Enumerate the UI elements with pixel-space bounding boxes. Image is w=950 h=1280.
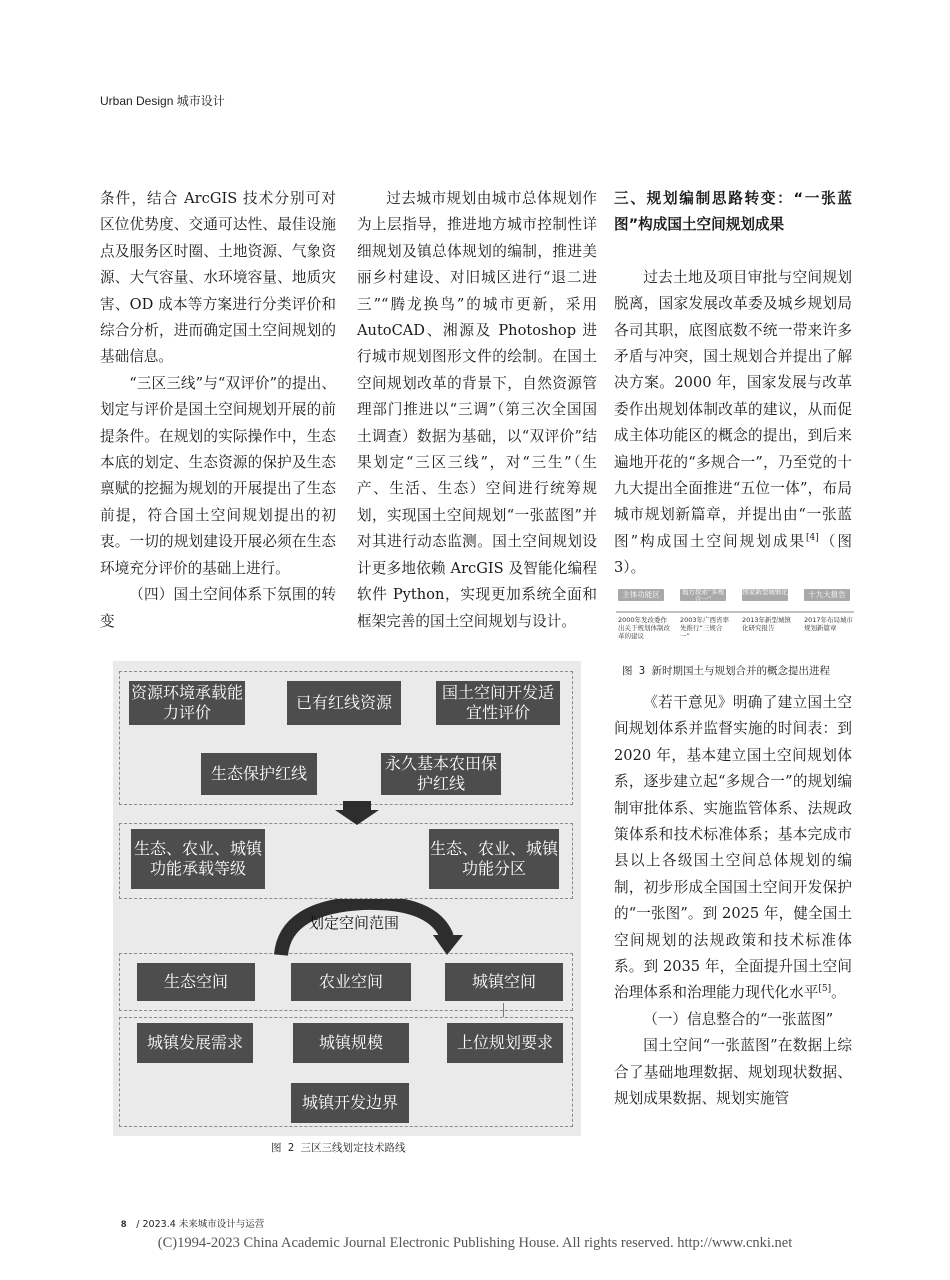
flow-box: 城镇开发边界 bbox=[291, 1083, 409, 1123]
timeline-item: 2013年新型城镇化研究报告 bbox=[742, 616, 792, 632]
timeline-label: 国家新型城镇化 bbox=[742, 589, 788, 601]
flow-box: 永久基本农田保护红线 bbox=[381, 753, 501, 795]
flow-box: 生态、农业、城镇功能分区 bbox=[429, 829, 559, 889]
timeline-label: 地方探索“多规合一” bbox=[681, 588, 725, 603]
flow-box: 城镇空间 bbox=[445, 963, 563, 1001]
flow-box: 已有红线资源 bbox=[287, 681, 401, 725]
flow-box: 上位规划要求 bbox=[447, 1023, 563, 1063]
flow-box: 生态空间 bbox=[137, 963, 255, 1001]
citation: [5] bbox=[818, 984, 832, 995]
column-3 bbox=[614, 186, 852, 582]
timeline-item: 2000年发改委作出关于规划体制改革的建议 bbox=[618, 616, 670, 640]
copyright-watermark: (C)1994-2023 China Academic Journal Electronic Publishing House. All rights reserved. http://www.cnki.net bbox=[157, 1235, 793, 1251]
paragraph: “三区三线”与“双评价”的提出、划定与评价是国土空间规划开展的前提条件。在规划的实际操作中，生态本底的划定、生态资源的保护及生态禀赋的挖掘为规划的开展提出了生态前提，符合国土空间规划提出的初衷。一切的规划建设开展必须在生态环境充分评价的基础上进行。 bbox=[100, 374, 336, 577]
timeline-item: 2017年布局城市规划新篇章 bbox=[804, 616, 854, 632]
timeline-label: 主体功能区 bbox=[618, 589, 664, 601]
column-3-continued bbox=[614, 690, 852, 1113]
column-2 bbox=[357, 186, 597, 635]
citation: [4] bbox=[806, 533, 819, 544]
timeline-label: 十九大报告 bbox=[804, 589, 850, 601]
column-1 bbox=[100, 186, 336, 635]
section-title: 三、规划编制思路转变：“一张蓝图”构成国土空间规划成果 bbox=[614, 190, 852, 234]
flow-box: 城镇规模 bbox=[293, 1023, 409, 1063]
paragraph: 过去城市规划由城市总体规划作为上层指导，推进地方城市控制性详细规划及镇总体规划的编制，推进美丽乡村建设、对旧城区进行“退二进三”“腾龙换鸟”的城市更新，采用 AutoCAD、湘源及 Photoshop 进行城市规划图形文件的绘制。在国土空间规划改革的背景下，自然资源管理部门推进以“三调”（第三次全国国土调查）数据为基础，以“双评价”结果划定“三区三线”，对“三生”（生产、生活、生态）空间进行统筹规划，实现国土空间规划“一张蓝图”并对其进行动态监测。国土空间规划设计更多地依赖 ArcGIS 及智能化编程软件 Python，实现更加系统全面和框架完善的国土空间规划与设计。 bbox=[357, 190, 597, 630]
timeline-item: 2003年广西省率先推行“三规合一” bbox=[680, 616, 730, 640]
timeline-axis bbox=[616, 611, 854, 613]
flow-box: 资源环境承载能力评价 bbox=[129, 681, 245, 725]
arc-label: 划定空间范围 bbox=[309, 914, 400, 932]
figure-2 bbox=[113, 661, 581, 1136]
section-heading: （四）国土空间体系下氛围的转变 bbox=[100, 586, 336, 630]
flow-box: 生态、农业、城镇功能承载等级 bbox=[131, 829, 265, 889]
figure-3 bbox=[614, 586, 856, 660]
page-footer bbox=[121, 1216, 264, 1230]
issue-info: / 2023.4 未来城市设计与运营 bbox=[136, 1219, 265, 1230]
paragraph: 条件，结合 ArcGIS 技术分别可对区位优势度、交通可达性、最佳设施点及服务区时圈、土地资源、气象资源、大气容量、水环境容量、地质灾害、OD 成本等方案进行分类评价和综合分析，进而确定国土空间规划的基础信息。 bbox=[100, 190, 336, 366]
flow-box: 国土空间开发适宜性评价 bbox=[436, 681, 560, 725]
flow-box: 城镇发展需求 bbox=[137, 1023, 253, 1063]
paragraph: 过去土地及项目审批与空间规划脱离，国家发展改革委及城乡规划局各司其职，底图底数不统一带来许多矛盾与冲突，国土规划合并提出了解决方案。2000 年，国家发展与改革委作出规划体制改革的建议，从而促成主体功能区的概念的提出，到后来遍地开花的“多规合一”，乃至党的十九大提出全面推进“五位一体”，布局城市规划新篇章，并提出由“一张蓝图”构成国土空间规划成果[4]（图 3）。 bbox=[614, 268, 852, 577]
section-heading: （一）信息整合的“一张蓝图” bbox=[643, 1010, 834, 1028]
flow-box: 生态保护红线 bbox=[201, 753, 317, 795]
down-arrow-icon bbox=[335, 801, 379, 825]
flow-box: 农业空间 bbox=[291, 963, 411, 1001]
paragraph: 《若干意见》明确了建立国土空间规划体系并监督实施的时间表：到 2020 年，基本建立国土空间规划体系，逐步建立起“多规合一”的规划编制审批体系、实施监管体系、法规政策体系和技术标准体系；基本完成市县以上各级国土空间总体规划的编制，初步形成全国国土空间开发保护的“一张图”。到 2025 年，健全国土空间规划的法规政策和技术标准体系。到 2035 年，全面提升国土空间治理体系和治理能力现代化水平[5]。 bbox=[614, 694, 852, 1002]
figure-3-caption: 图 3 新时期国土与规划合并的概念提出进程 bbox=[622, 665, 830, 677]
running-header: Urban Design 城市设计 bbox=[100, 94, 225, 108]
page-number: 8 bbox=[121, 1219, 127, 1230]
paragraph: 国土空间“一张蓝图”在数据上综合了基础地理数据、规划现状数据、规划成果数据、规划实施管 bbox=[614, 1037, 852, 1108]
connector-line bbox=[503, 1003, 504, 1017]
figure-2-caption: 图 2 三区三线划定技术路线 bbox=[271, 1142, 406, 1154]
